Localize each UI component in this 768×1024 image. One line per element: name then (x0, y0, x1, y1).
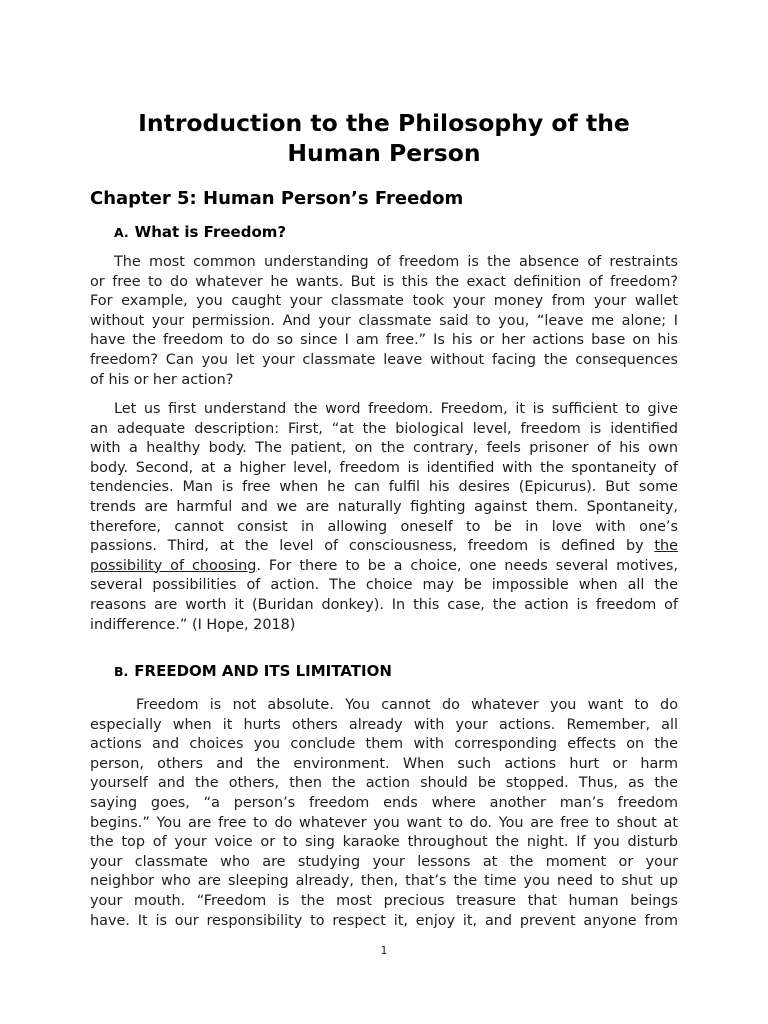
page-number: 1 (380, 944, 388, 957)
paragraph-2 (90, 400, 678, 635)
paragraph-line: have. It is our responsibility to respect it, enjoy it, and prevent anyone from (90, 912, 678, 929)
line-text: . For there to be a choice, one needs several motives, (256, 557, 678, 574)
paragraph-line: several possibilities of action. The choice may be impossible when all the (90, 577, 678, 594)
paragraph-line: or free to do whatever he wants. But is this the exact definition of freedom? (90, 273, 678, 290)
paragraph-line: without your permission. And your classmate said to you, “leave me alone; I (90, 312, 678, 329)
chapter-heading: Chapter 5: Human Person’s Freedom (90, 188, 464, 209)
paragraph-line: The most common understanding of freedom is the absence of restraints (114, 254, 678, 270)
paragraph-line: person, others and the environment. When such actions hurt or harm (90, 755, 678, 772)
paragraph-line: body. Second, at a higher level, freedom is identified with the spontaneity of (90, 459, 678, 476)
paragraph-line (90, 557, 678, 577)
paragraph-line: indifference.” (I Hope, 2018) (90, 616, 296, 633)
paragraph-line: especially when it hurts others already with your actions. Remember, all (90, 716, 678, 733)
paragraph-line: have the freedom to do so since I am free.” Is his or her actions base on his (90, 332, 678, 349)
title-line-1: Introduction to the Philosophy of the (138, 109, 630, 137)
paragraph-line: freedom? Can you let your classmate leave without facing the consequences (90, 351, 678, 368)
paragraph-line: with a healthy body. The patient, on the contrary, feels prisoner of his own (90, 440, 678, 457)
paragraph-line: trends are harmful and we are naturally fighting against them. Spontaneity, (90, 498, 678, 515)
paragraph-line: your classmate who are studying your lessons at the moment or your (90, 853, 678, 870)
paragraph-line: Let us first understand the word freedom. Freedom, it is sufficient to give (114, 401, 678, 417)
section-a-letter: A. (114, 225, 129, 240)
paragraph-line: saying goes, “a person’s freedom ends where another man’s freedom (90, 794, 678, 811)
paragraph-line: the top of your voice or to sing karaoke throughout the night. If you disturb (90, 834, 678, 851)
paragraph-line: For example, you caught your classmate took your money from your wallet (90, 293, 678, 310)
paragraph-line: tendencies. Man is free when he can fulfil his desires (Epicurus). But some (90, 479, 678, 496)
section-b-title: FREEDOM AND ITS LIMITATION (134, 662, 392, 680)
paragraph-3 (90, 696, 678, 931)
paragraph-line (90, 537, 678, 557)
paragraph-line: neighbor who are sleeping already, then, that’s the time you need to shut up (90, 873, 678, 890)
line-text: passions. Third, at the level of consciousness, freedom is defined by (90, 538, 655, 555)
document-title (90, 108, 678, 168)
section-b-letter: B. (114, 664, 129, 679)
paragraph-line: actions and choices you conclude them with corresponding effects on the (90, 736, 678, 753)
paragraph-line: reasons are worth it (Buridan donkey). In this case, the action is freedom of (90, 596, 678, 613)
paragraph-line: an adequate description: First, “at the biological level, freedom is identified (90, 420, 678, 437)
paragraph-line: therefore, cannot consist in allowing oneself to be in love with one’s (90, 518, 678, 535)
underlined-phrase: the (654, 538, 678, 555)
underlined-phrase: possibility of choosing (90, 557, 257, 574)
section-a-title: What is Freedom? (134, 223, 287, 241)
paragraph-line: your mouth. “Freedom is the most precious treasure that human beings (90, 892, 678, 909)
paragraph-line: yourself and the others, then the action should be stopped. Thus, as the (90, 775, 678, 792)
section-b-heading (114, 661, 674, 682)
paragraph-line: of his or her action? (90, 371, 234, 388)
title-line-2: Human Person (287, 139, 481, 167)
paragraph-line: begins.” You are free to do whatever you want to do. You are free to shout at (90, 814, 678, 831)
paragraph-1 (90, 253, 678, 390)
section-a-heading (114, 222, 674, 243)
paragraph-line: Freedom is not absolute. You cannot do whatever you want to do (136, 697, 678, 713)
